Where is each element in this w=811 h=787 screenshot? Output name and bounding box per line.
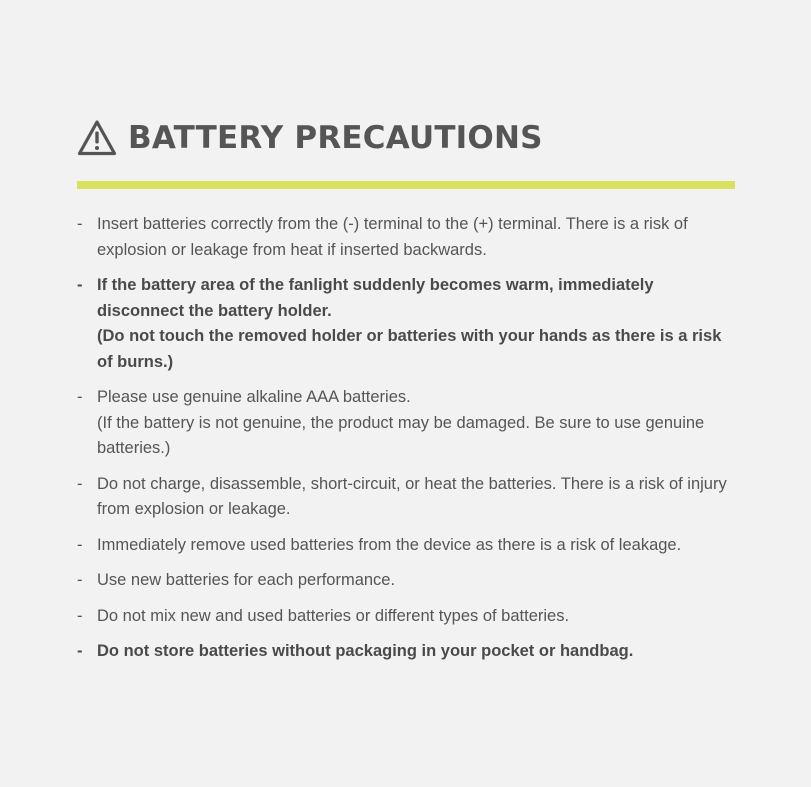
list-dash: - bbox=[77, 215, 83, 233]
warning-triangle-icon bbox=[77, 119, 117, 157]
precaution-item bbox=[77, 273, 737, 375]
precaution-list bbox=[77, 212, 737, 674]
precaution-item bbox=[77, 639, 737, 665]
precaution-text: Do not charge, disassemble, short-circuit, or heat the batteries. There is a risk of injury from explosion or leakage. bbox=[97, 474, 727, 519]
precaution-text: (Do not touch the removed holder or batteries with your hands as there is a risk of burns.) bbox=[97, 327, 722, 371]
list-dash: - bbox=[77, 571, 83, 590]
list-dash: - bbox=[77, 474, 83, 493]
precaution-item bbox=[77, 385, 737, 462]
precaution-text: Use new batteries for each performance. bbox=[97, 571, 396, 590]
page-title: BATTERY PRECAUTIONS bbox=[128, 120, 543, 156]
precaution-text: Do not store batteries without packaging in your pocket or handbag. bbox=[97, 641, 634, 660]
list-dash: - bbox=[77, 535, 83, 554]
list-dash: - bbox=[77, 641, 83, 660]
precaution-item bbox=[77, 533, 737, 559]
precaution-text: (If the battery is not genuine, the product may be damaged. Be sure to use genuine batteries.) bbox=[97, 413, 705, 458]
precaution-item bbox=[77, 212, 737, 263]
list-dash: - bbox=[77, 275, 83, 294]
header bbox=[77, 118, 543, 158]
precaution-text: Insert batteries correctly from the (-) terminal to the (+) terminal. There is a risk of explosion or leakage from heat if inserted backwards. bbox=[97, 215, 688, 259]
list-dash: - bbox=[77, 388, 83, 407]
precaution-item bbox=[77, 472, 737, 523]
accent-divider bbox=[77, 181, 735, 189]
list-dash: - bbox=[77, 606, 83, 625]
precaution-item bbox=[77, 604, 737, 630]
precaution-text: If the battery area of the fanlight suddenly becomes warm, immediately disconnect the battery holder. bbox=[97, 275, 654, 320]
precaution-text: Immediately remove used batteries from the device as there is a risk of leakage. bbox=[97, 535, 682, 554]
precaution-text: Do not mix new and used batteries or different types of batteries. bbox=[97, 606, 570, 625]
precaution-item bbox=[77, 568, 737, 594]
precaution-text: Please use genuine alkaline AAA batteries. bbox=[97, 388, 411, 407]
